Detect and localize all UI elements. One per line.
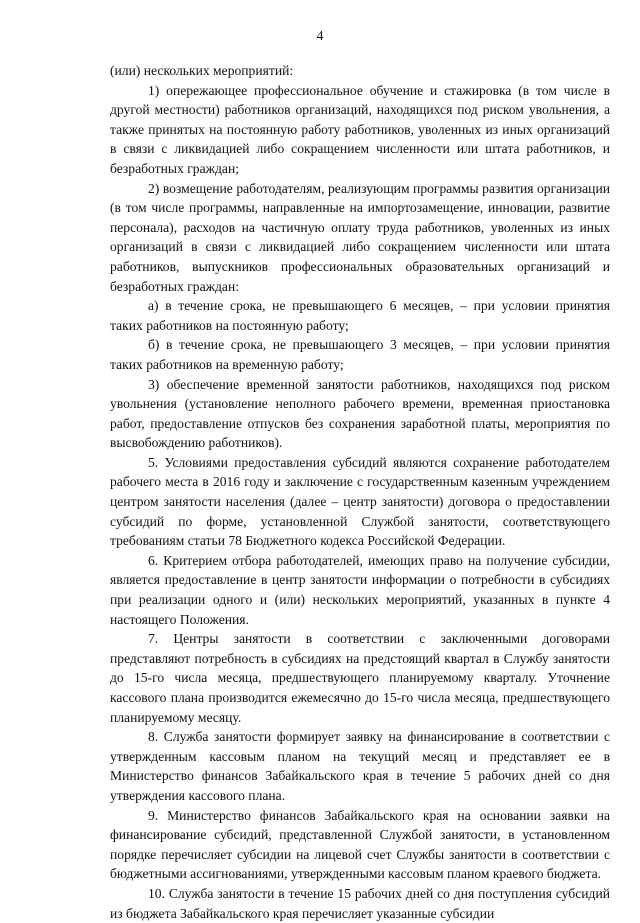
paragraph-intro-continuation: (или) нескольких мероприятий: [110, 63, 294, 78]
paragraph-item-1-advance-training: 1) опережающее профессиональное обучение и стажировка (в том числе в другой местности) работников организаций, находящихся под риском увольнения, а также принятых на постоянную работу работников, уволенных из иных организаций в связи с ликвидацией либо сокращением численности или штата работников, и безработных граждан; [110, 82, 610, 176]
paragraph-subitem-b-temporary: б) в течение срока, не превышающего 3 месяцев, – при условии принятия таких работников на временную работу; [110, 337, 610, 372]
document-body [110, 61, 610, 923]
paragraph-clause-9-ministry-transfer: 9. Министерство финансов Забайкальского края на основании заявки на финансирование субсидий, представленной Службой занятости, в установленном порядке перечисляет субсидии на лицевой счет Службы занятости в соответствии с бюджетными ассигнованиями, утвержденными кассовым планом краевого бюджета. [110, 807, 610, 882]
paragraph-clause-10-service-transfer: 10. Служба занятости в течение 15 рабочих дней со дня поступления субсидий из бюджета Забайкальского края перечисляет указанные субсидии [110, 885, 610, 921]
paragraph-clause-7-quarterly-needs: 7. Центры занятости в соответствии с заключенными договорами представляют потребность в субсидиях на предстоящий квартал в Службу занятости до 15-го числа месяца, предшествующего планируемому кварталу. Уточнение кассового плана производится ежемесячно до 15-го числа месяца, предшествующего планируемому месяцу. [110, 631, 610, 725]
paragraph-subitem-a-permanent: а) в течение срока, не превышающего 6 месяцев, – при условии принятия таких работников на постоянную работу; [110, 298, 610, 333]
paragraph-clause-5-conditions: 5. Условиями предоставления субсидий являются сохранение работодателем рабочего места в 2016 году и заключение с государственным казенным учреждением центром занятости населения (далее – центр занятости) договора о предоставлении субсидий по форме, установленной Службой занятости, соответствующего требованиям статьи 78 Бюджетного кодекса Российской Федерации. [110, 454, 610, 549]
paragraph-clause-8-funding-request: 8. Служба занятости формирует заявку на финансирование в соответствии с утвержденным кассовым планом на текущий месяц и представляет ее в Министерство финансов Забайкальского края в течение 5 рабочих дней со дня утверждения кассового плана. [110, 729, 610, 803]
paragraph-item-3-temporary-employment: 3) обеспечение временной занятости работников, находящихся под риском увольнения (установление неполного рабочего времени, временная приостановка работ, предоставление отпусков без сохранения заработной платы, мероприятия по высвобождению работников). [110, 376, 610, 451]
paragraph-item-2-wage-compensation: 2) возмещение работодателям, реализующим программы развития организации (в том числе программы, направленные на импортозамещение, инновации, развитие персонала), расходов на частичную оплату труда работников, уволенных из иных организаций в связи с ликвидацией либо сокращением численности или штата работников, выпускников профессиональных образовательных организаций и безработных граждан: [110, 180, 610, 294]
paragraph-clause-6-selection-criterion: 6. Критерием отбора работодателей, имеющих право на получение субсидии, является предоставление в центр занятости информации о потребности в субсидиях при реализации одного и (или) нескольких мероприятий, указанных в пункте 4 настоящего Положения. [110, 552, 610, 627]
page-number: 4 [316, 29, 324, 44]
